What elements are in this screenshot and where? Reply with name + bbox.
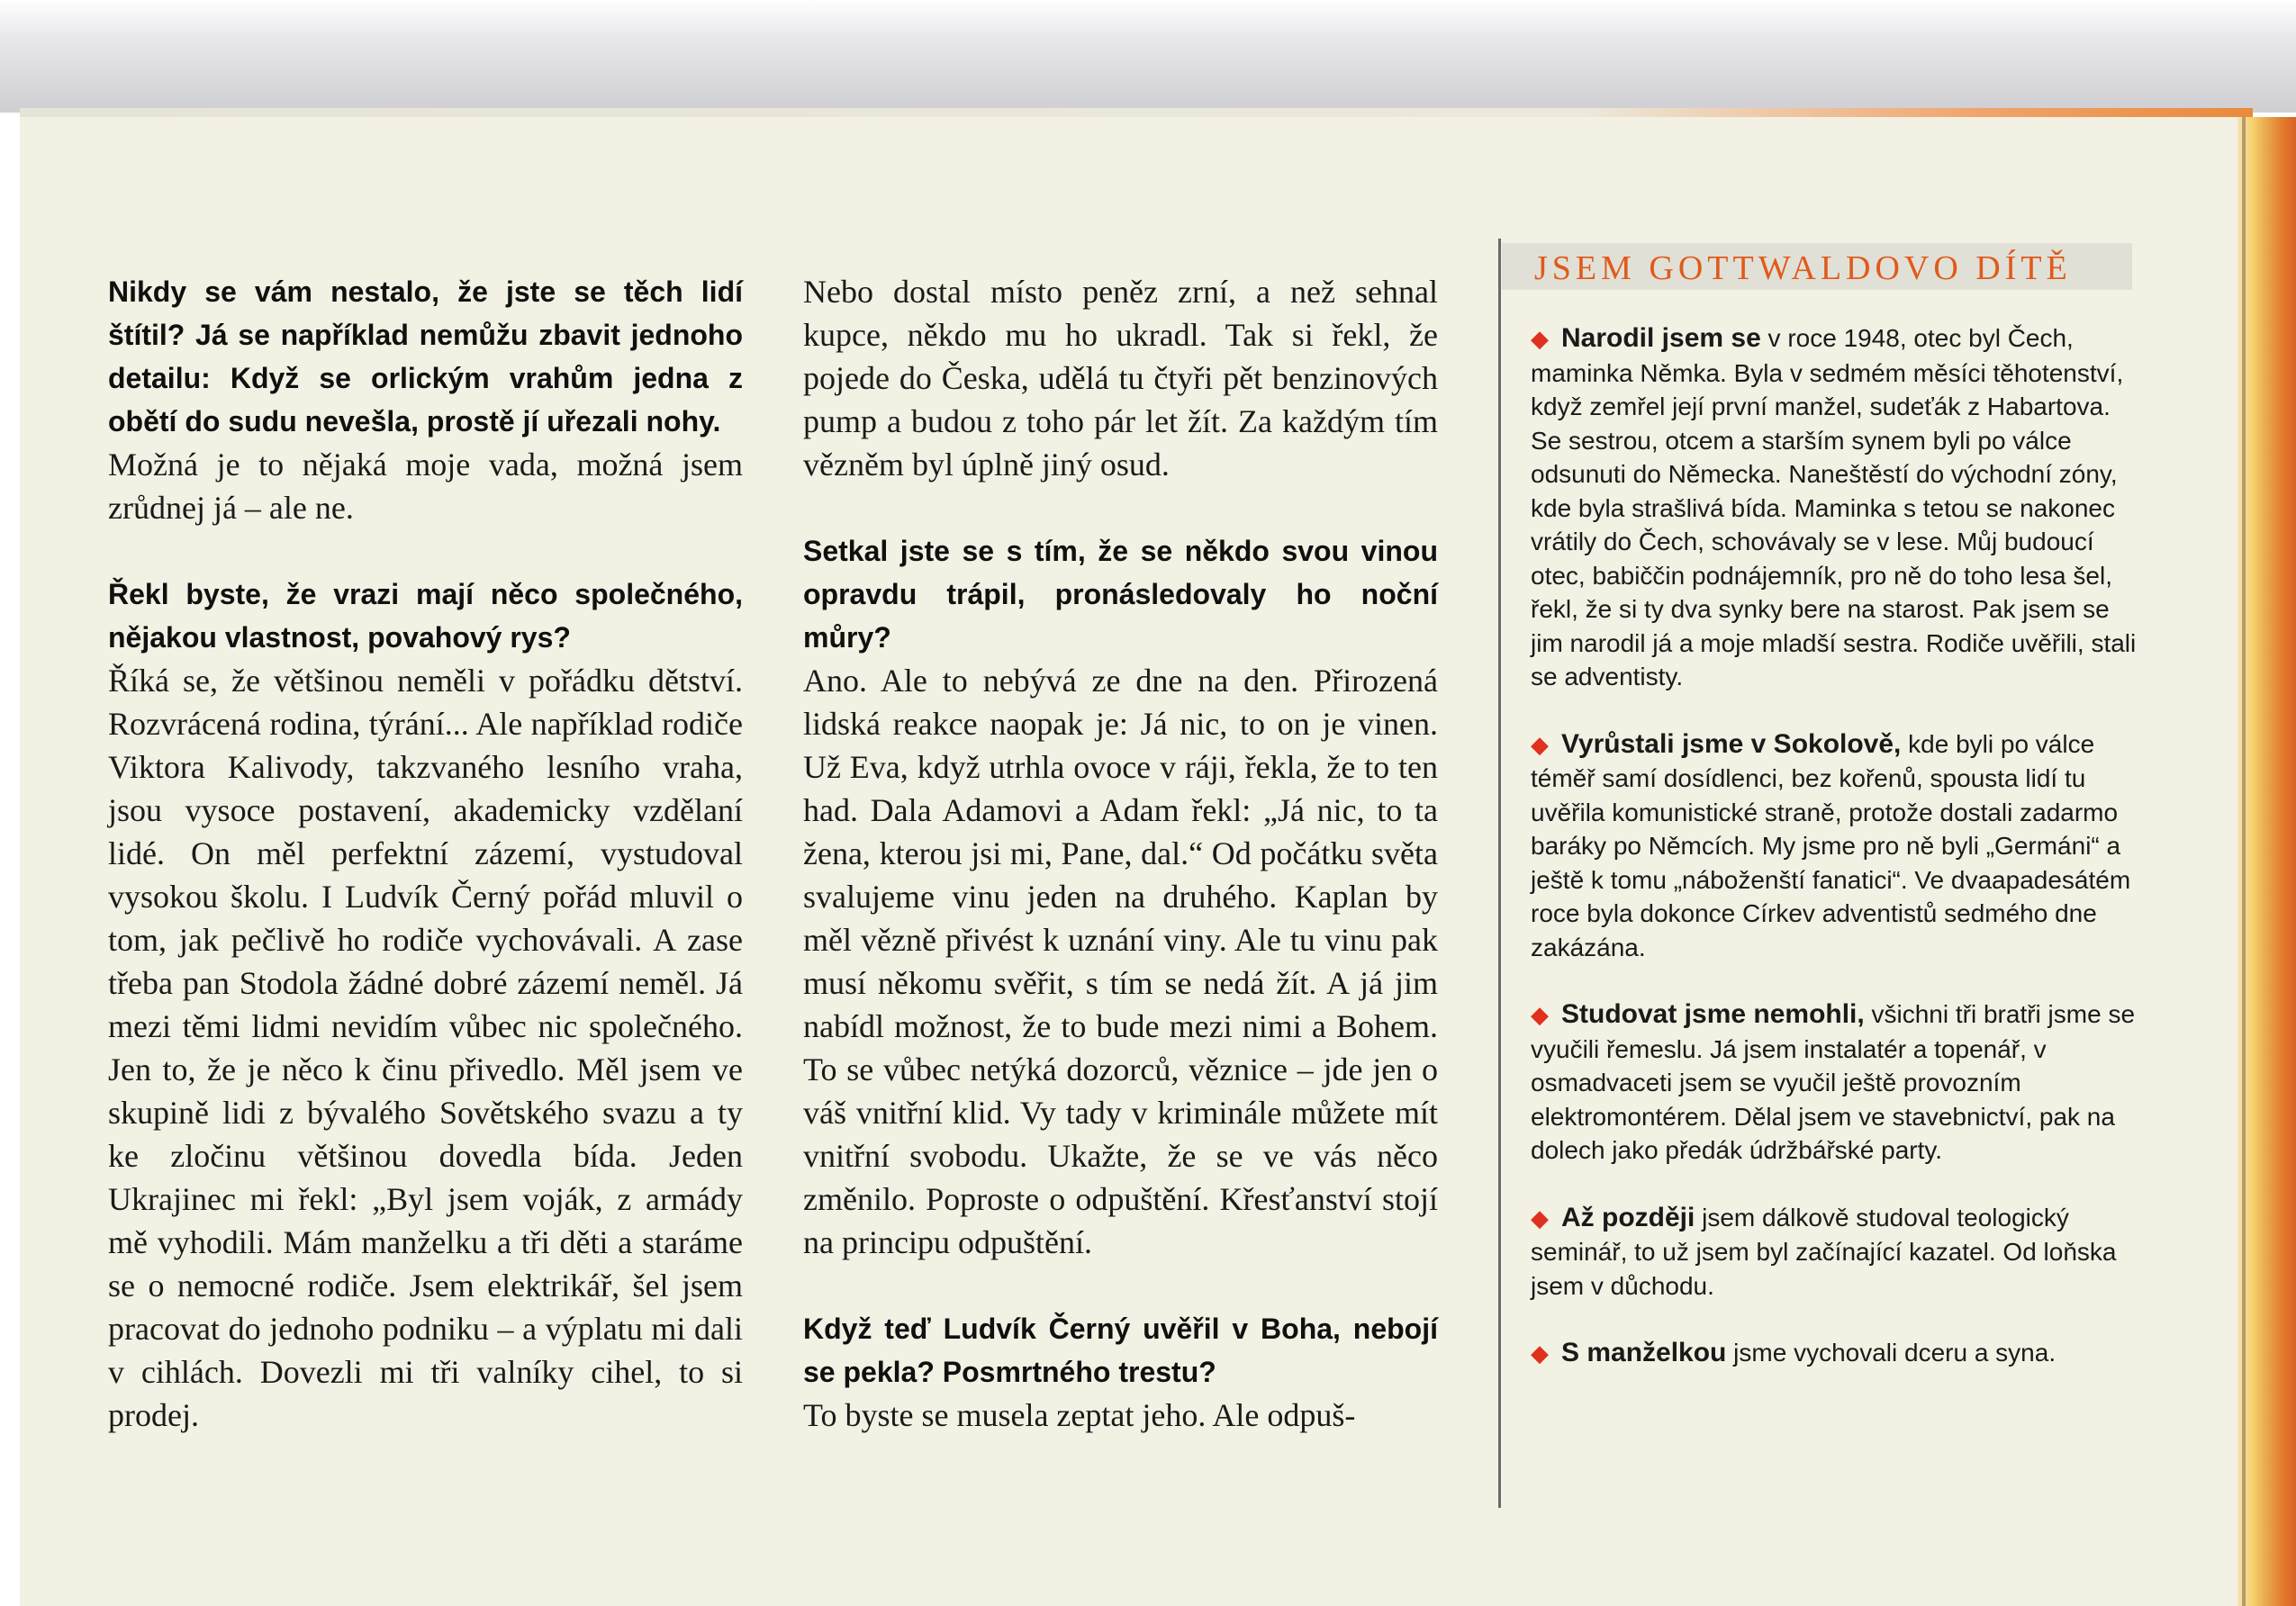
interview-question: Setkal jste se s tím, že se někdo svou vinou opravdu trápil, pronásledovaly ho noční můry? [803, 535, 1438, 654]
page-right-edge [2237, 117, 2296, 1606]
interview-question: Když teď Ludvík Černý uvěřil v Boha, nebojí se pekla? Posmrtného trestu? [803, 1313, 1438, 1388]
page-fold-line [2242, 117, 2246, 1606]
sidebar-body [1531, 321, 2143, 1404]
interview-question: Nikdy se vám nestalo, že jste se těch lidí štítil? Já se například nemůžu zbavit jednoho detailu: Když se orlickým vrahům jedna z obětí do sudu nevešla, prostě jí uřezali nohy. [108, 275, 743, 438]
article-column-2 [803, 270, 1438, 1437]
article-column-1 [108, 270, 743, 1437]
sidebar-item-text: jsem dálkově studoval teologický seminář, to už jsem byl začínající kazatel. Od loňska jsem v důchodu. [1531, 1203, 2117, 1300]
sidebar-item-text: v roce 1948, otec byl Čech, maminka Němka. Byla v sedmém měsíci těhotenství, když zemřel její první manžel, sudeťák z Habartova. Se sestrou, otcem a starším synem byli po válce odsunuti do Německa. Naneštěstí do východní zóny, kde byla strašlivá bída. Maminka s tetou se nakonec vrátily do Čech, schovávaly se v lese. Můj budoucí otec, babiččin podnájemník, pro ně do toho lesa šel, řekl, že si ty dva synky bere na starost. Pak jsem se jim narodil já a moje mladší sestra. Rodiče uvěřili, stali se adventisty. [1531, 324, 2137, 690]
sidebar-title-bar [1502, 243, 2132, 290]
sidebar-item [1531, 727, 2143, 965]
sidebar-item-lead: Až později [1561, 1202, 1695, 1232]
sidebar-item [1531, 997, 2143, 1168]
interview-answer: Možná je to nějaká moje vada, možná jsem zrůdnej já – ale ne. [108, 447, 743, 526]
sidebar-item-lead: Vyrůstali jsme v Sokolově, [1561, 728, 1902, 759]
sidebar-item [1531, 1336, 2143, 1371]
sidebar-item-lead: Studovat jsme nemohli, [1561, 999, 1865, 1029]
sidebar-item-text: kde byli po válce téměř samí dosídlenci, bez kořenů, spousta lidí tu uvěřila komunistické straně, protože dostali zadarmo baráky po Němcích. My jsme pro ně byli „Germáni“ a ještě k tomu „náboženští fanatici“. Ve dvaapadesátém roce byla dokonce Církev adventistů sedmého dne zakázána. [1531, 729, 2131, 961]
red-diamond-icon: ◆ [1531, 1204, 1549, 1232]
interview-answer: Nebo dostal místo peněz zrní, a než sehnal kupce, někdo mu ho ukradl. Tak si řekl, že pojede do Česka, udělá tu čtyři pět benzinových pump a budou z toho pár let žít. Za každým tím vězněm byl úplně jiný osud. [803, 274, 1438, 483]
page-top-edge [20, 108, 2253, 117]
sidebar-item [1531, 321, 2143, 694]
interview-answer: Říká se, že většinou neměli v pořádku dětství. Rozvrácená rodina, týrání... Ale například rodiče Viktora Kalivody, takzvaného lesního vraha, jsou vysoce postavení, akademicky vzdělaní lidé. On měl perfektní zázemí, vystudoval vysokou školu. I Ludvík Černý pořád mluvil o tom, jak pečlivě ho rodiče vychovávali. A zase třeba pan Stodola žádné dobré zázemí neměl. Já mezi těmi lidmi nevidím vůbec nic společného. Jen to, že je něco k činu přivedlo. Měl jsem ve skupině lidi z bývalého Sovětského svazu a ty ke zločinu většinou dovedla bída. Jeden Ukrajinec mi řekl: „Byl jsem voják, z armády mě vyhodili. Mám manželku a tři děti a staráme se o nemocné rodiče. Jsem elektrikář, šel jsem pracovat do jednoho podniku – a výplatu mi dali v cihlách. Dovezli mi tři valníky cihel, to si prodej. [108, 663, 743, 1433]
sidebar-item-text: všichni tři bratři jsme se vyučili řemeslu. Já jsem instalatér a topenář, v osmadvaceti jsem se vyučil ještě provozním elektromontérem. Dělal jsem ve stavebnictví, pak na dolech jako předák údržbářské party. [1531, 1000, 2136, 1164]
red-diamond-icon: ◆ [1531, 730, 1549, 758]
interview-answer: Ano. Ale to nebývá ze dne na den. Přirozená lidská reakce naopak je: Já nic, to on je vinen. Už Eva, když utrhla ovoce v ráji, řekla, že to ten had. Dala Adamovi a Adam řekl: „Já nic, to ta žena, kterou jsi mi, Pane, dal.“ Od počátku světa svalujeme vinu jeden na druhého. Kaplan by měl vězně přivést k uznání viny. Ale tu vinu pak musí někomu svěřit, s tím se nedá žít. A já jim nabídl možnost, že to bude mezi nimi a Bohem. To se vůbec netýká dozorců, věznice – jde jen o váš vnitřní klid. Vy tady v kriminále můžete mít vnitřní svobodu. Ukažte, že se ve vás něco změnilo. Poproste o odpuštění. Křesťanství stojí na principu odpuštění. [803, 663, 1438, 1260]
red-diamond-icon: ◆ [1531, 1001, 1549, 1028]
sidebar-title: JSEM GOTTWALDOVO DÍTĚ [1534, 249, 2072, 287]
interview-answer: To byste se musela zeptat jeho. Ale odpuš- [803, 1397, 1356, 1433]
red-diamond-icon: ◆ [1531, 325, 1549, 352]
interview-question: Řekl byste, že vrazi mají něco společného, nějakou vlastnost, povahový rys? [108, 578, 743, 654]
scanner-background [0, 0, 2296, 113]
sidebar-item-lead: Narodil jsem se [1561, 323, 1761, 353]
sidebar-item-lead: S manželkou [1561, 1338, 1727, 1367]
red-diamond-icon: ◆ [1531, 1340, 1549, 1367]
sidebar-item-text: jsme vychovali dceru a syna. [1726, 1339, 2056, 1367]
sidebar-item [1531, 1201, 2143, 1304]
